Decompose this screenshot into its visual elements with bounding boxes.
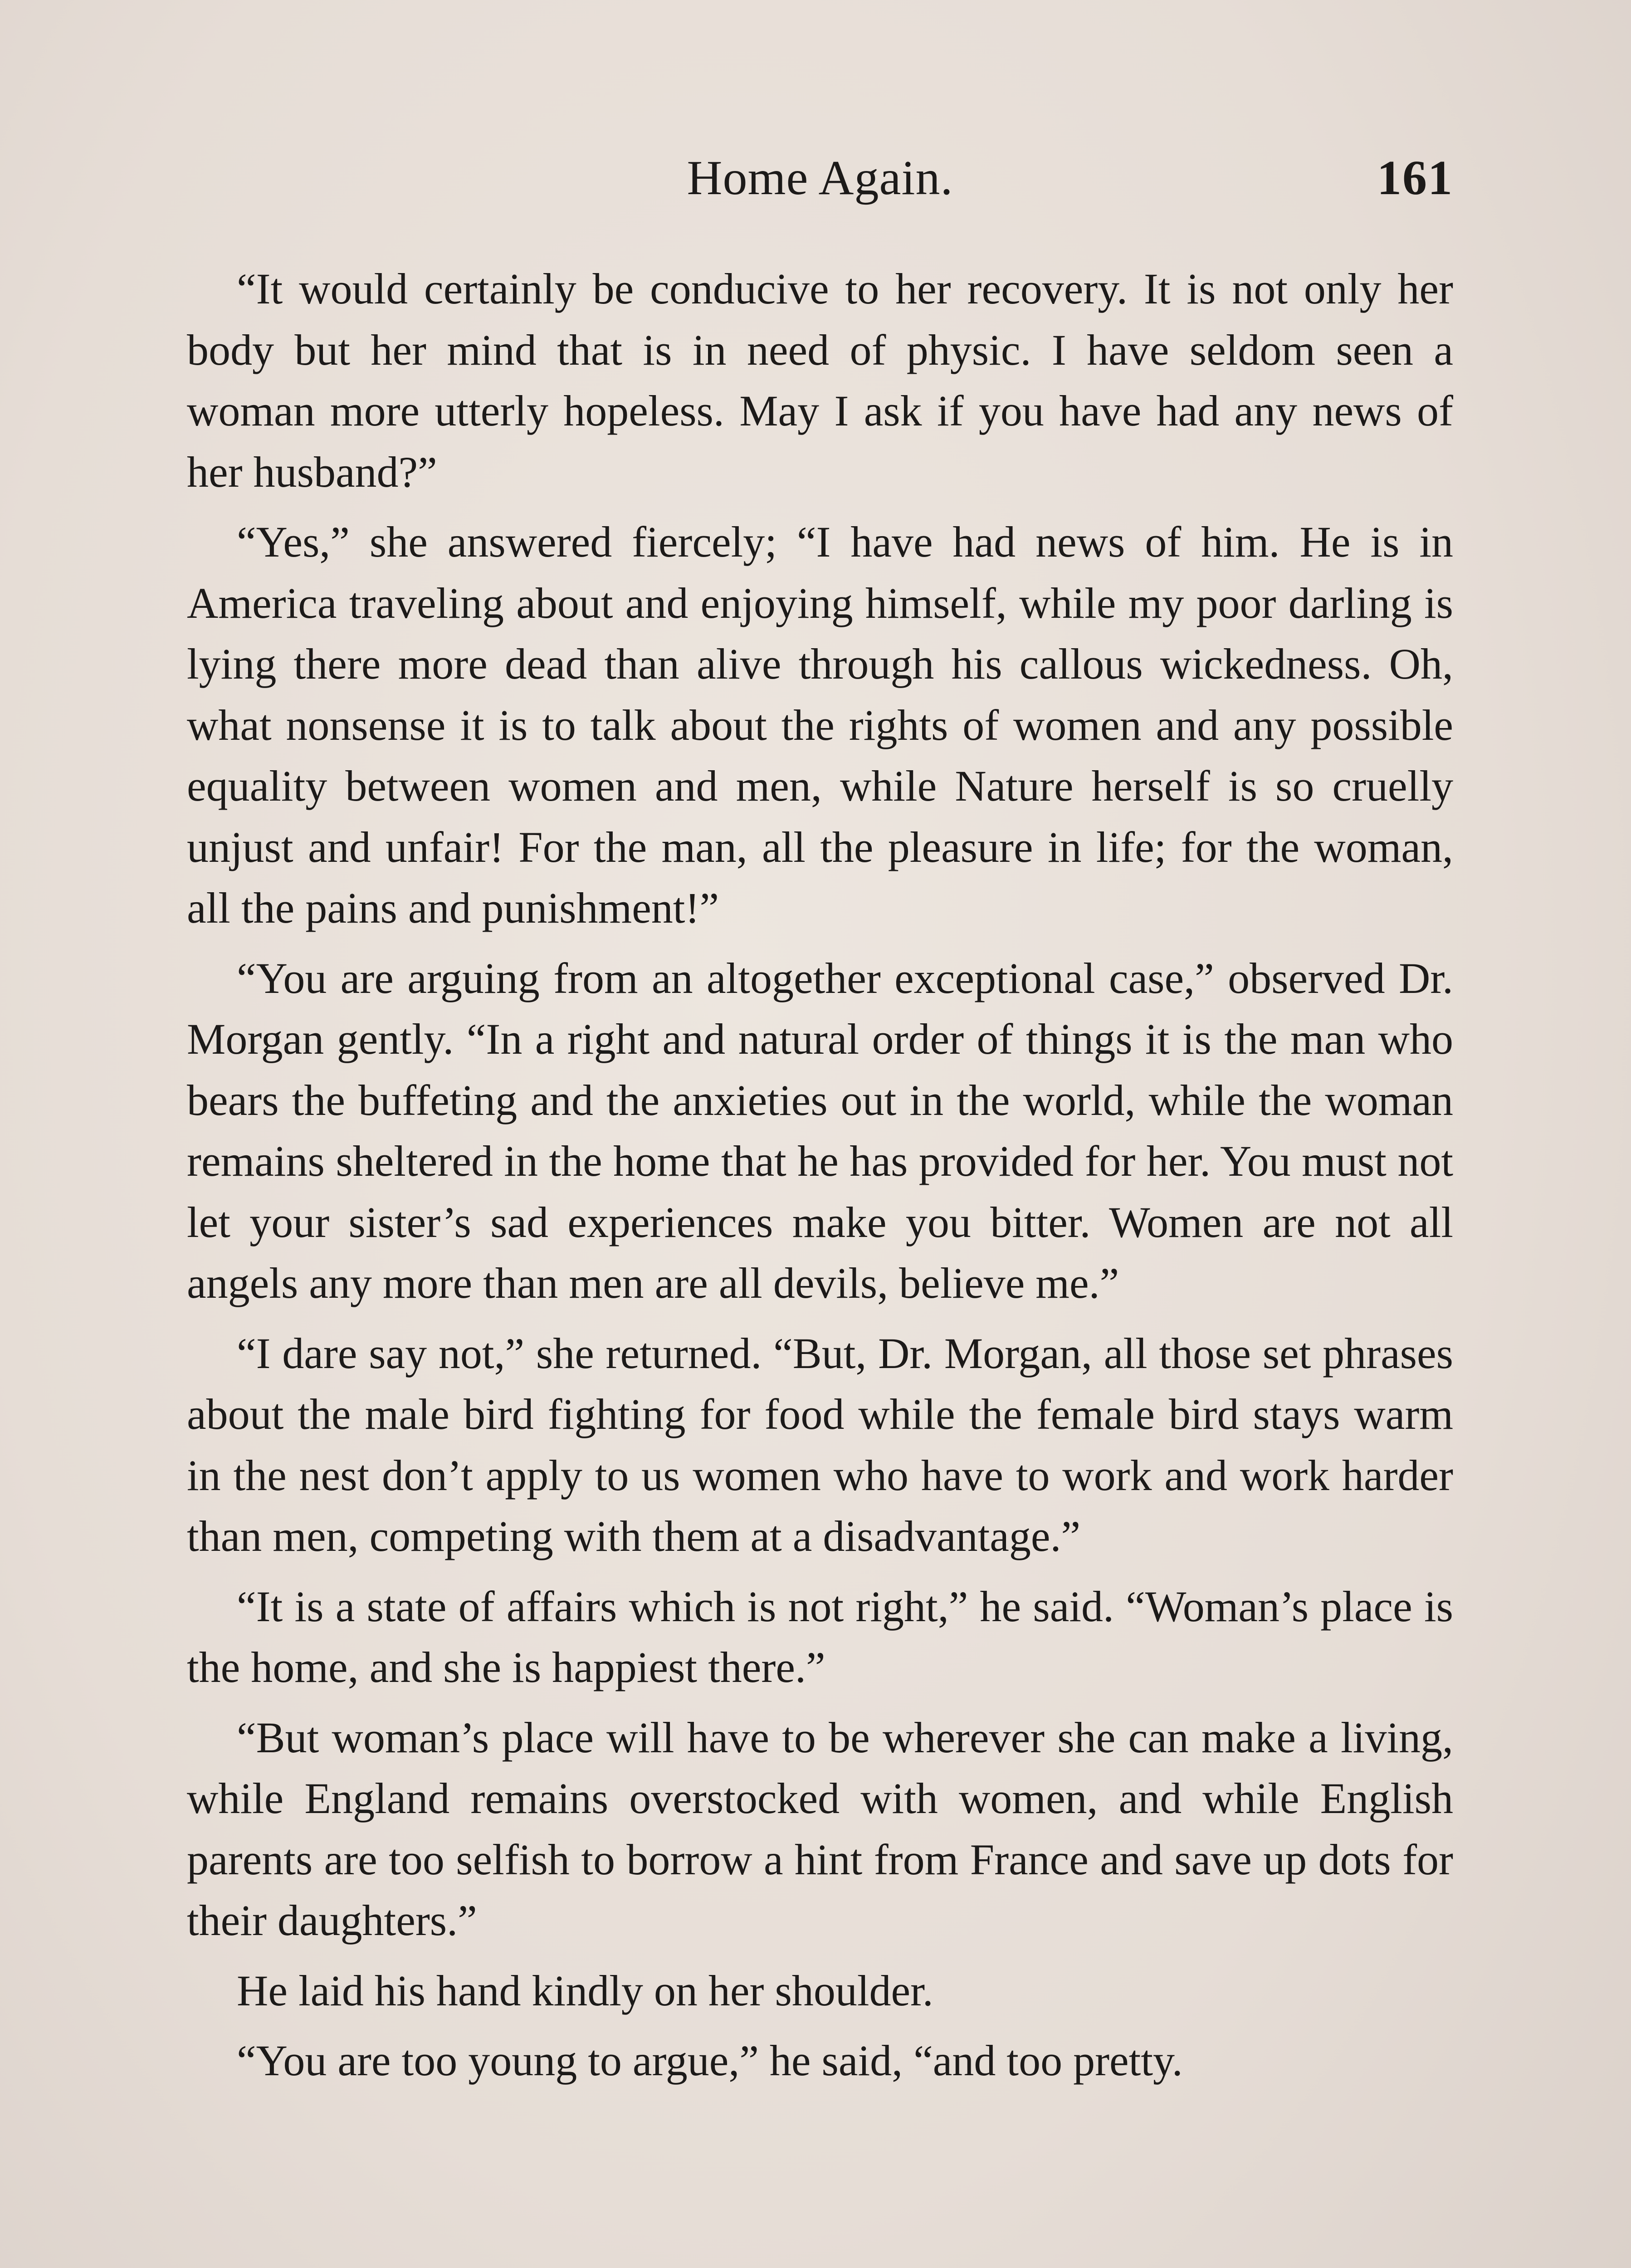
paragraph: “It would certainly be conducive to her recovery. It is not only her body but her mind that is in need of physic. I have seldom seen a woman more utterly hopeless. May I ask if you have had any news of her husband?” xyxy=(187,264,1453,496)
paragraph: He laid his hand kindly on her shoulder. xyxy=(237,1966,933,2015)
running-title: Home Again. xyxy=(687,151,953,205)
page-number: 161 xyxy=(1377,151,1453,205)
paragraph: “Yes,” she answered fiercely; “I have had news of him. He is in America traveling about and enjoying himself, while my poor darling is lying there more dead than alive through his callous wickedness. Oh, what nonsense it is to talk about the rights of women and any possible equality between women and men, while Nature herself is so cruelly unjust and unfair! For the man, all the pleasure in life; for the woman, all the pains and punishment!” xyxy=(187,518,1453,932)
body-text xyxy=(187,259,1453,2092)
paragraph: “But woman’s place will have to be wherever she can make a living, while England remains overstocked with women, and while English parents are too selfish to borrow a hint from France and save up dots for their daughters.” xyxy=(187,1713,1453,1945)
paragraph: “I dare say not,” she returned. “But, Dr. Morgan, all those set phrases about the male bird fighting for food while the female bird stays warm in the nest don’t apply to us women who have to work and work harder than men, competing with them at a disadvantage.” xyxy=(187,1329,1453,1560)
paragraph: “You are too young to argue,” he said, “and too pretty. xyxy=(237,2036,1183,2085)
paragraph: “It is a state of affairs which is not right,” he said. “Woman’s place is the home, and she is happiest there.” xyxy=(187,1582,1453,1691)
paragraph: “You are arguing from an altogether exceptional case,” observed Dr. Morgan gently. “In a right and natural order of things it is the man who bears the buffeting and the anxieties out in the world, while the woman remains sheltered in the home that he has provided for her. You must not let your sister’s sad experiences make you bitter. Women are not all angels any more than men are all devils, believe me.” xyxy=(187,953,1453,1307)
page-header xyxy=(187,144,1453,212)
